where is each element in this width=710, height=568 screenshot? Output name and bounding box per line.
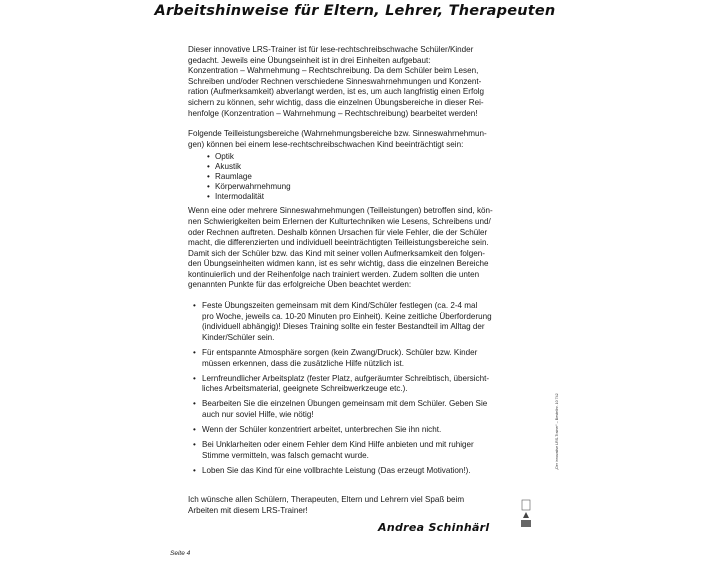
- explanation-line: Wenn eine oder mehrere Sinneswahrnehmungen (Teilleistungen) betroffen sind, kön-: [188, 206, 493, 216]
- tip-line: Bei Unklarheiten oder einem Fehler dem Kind Hilfe anbieten und mit ruhiger: [202, 440, 474, 450]
- perception-area-item: • Akustik: [215, 162, 518, 172]
- tip-line: Für entspannte Atmosphäre sorgen (kein Zwang/Druck). Schüler bzw. Kinder: [202, 347, 478, 357]
- intro-line: gedacht. Jeweils eine Übungseinheit ist in drei Einheiten aufgebaut:: [188, 55, 431, 65]
- tip-line: Bearbeiten Sie die einzelnen Übungen gemeinsam mit dem Schüler. Geben Sie: [202, 399, 488, 409]
- tip-line: Lernfreundlicher Arbeitsplatz (fester Platz, aufgeräumter Schreibtisch, übersicht-: [202, 373, 490, 383]
- tip-line: (individuell abhängig)! Dieses Training sollte ein fester Bestandteil im Alltag der: [202, 322, 485, 332]
- tip-line: müssen erkennen, dass die zusätzliche Hilfe nützlich ist.: [202, 358, 404, 368]
- tip-line: Loben Sie das Kind für eine vollbrachte Leistung (Das erzeugt Motivation!).: [202, 465, 471, 475]
- tip-line: Feste Übungszeiten gemeinsam mit dem Kind/Schüler festlegen (ca. 2-4 mal: [202, 301, 478, 311]
- publisher-logo-icon: [519, 498, 533, 530]
- intro-line: Dieser innovative LRS-Trainer ist für lese-rechtschreibschwache Schüler/Kinder: [188, 45, 474, 54]
- closing-paragraph: [188, 495, 518, 516]
- explanation-line: Damit sich der Schüler bzw. das Kind mit seiner vollen Aufmerksamkeit den folgen-: [188, 248, 485, 258]
- side-order-note: [555, 393, 563, 470]
- intro-line: Schreiben und/oder Rechnen verschiedene Sinneswahrnehmungen und Konzent-: [188, 76, 482, 86]
- tip-item: [202, 301, 518, 343]
- intro-paragraph: [188, 45, 518, 119]
- explanation-paragraph: [188, 206, 518, 291]
- perception-area-item: • Optik: [215, 152, 518, 162]
- tip-line: Kinder/Schüler sein.: [202, 332, 275, 342]
- perception-areas-list: [188, 152, 518, 201]
- tip-item: [202, 440, 518, 461]
- intro-line: sichern zu können, sehr wichtig, dass die einzelnen Übungsbereiche in dieser Rei-: [188, 97, 484, 107]
- document-body: [188, 45, 518, 517]
- author-signature: Andrea Schinhärl: [378, 521, 490, 534]
- page-title: Arbeitshinweise für Eltern, Lehrer, Therapeuten: [154, 3, 556, 19]
- closing-line: Ich wünsche allen Schülern, Therapeuten, Eltern und Lehrern viel Spaß beim: [188, 495, 465, 505]
- explanation-line: genannten Punkte für das erfolgreiche Üben beachtet werden:: [188, 280, 412, 290]
- tip-item: [202, 399, 518, 420]
- areas-intro-line: Folgende Teilleistungsbereiche (Wahrnehmungsbereiche bzw. Sinneswahrnehmun-: [188, 129, 487, 139]
- page-number: Seite 4: [170, 550, 191, 557]
- intro-line: Konzentration – Wahrnehmung – Rechtschreibung. Da dem Schüler beim Lesen,: [188, 66, 479, 76]
- closing-line: Arbeiten mit diesem LRS-Trainer!: [188, 505, 308, 515]
- tip-item: [202, 425, 518, 436]
- explanation-line: den Übungseinheiten widmen kann, ist es sehr wichtig, dass die einzelnen Bereiche: [188, 259, 489, 269]
- explanation-line: oder Rechnen auftreten. Deshalb können Ursachen für viele Fehler, die der Schüler: [188, 227, 488, 237]
- explanation-line: macht, die differenzierten und individuell beeinträchtigten Teilleistungsbereiche sein.: [188, 238, 489, 248]
- tip-line: Wenn der Schüler konzentriert arbeitet, unterbrechen Sie ihn nicht.: [202, 425, 442, 435]
- explanation-line: nen Schwierigkeiten beim Erlernen der Kulturtechniken wie Lesens, Schreibens und/: [188, 216, 491, 226]
- tip-item: [202, 348, 518, 369]
- tip-item: [202, 466, 518, 477]
- explanation-line: kontinuierlich und der Reihenfolge nach trainiert werden. Zudem sollten die unten: [188, 269, 480, 279]
- practice-tips-list: [188, 301, 518, 476]
- side-note-text: „Der innovative LRS-Trainer“ – Bestellnr. 10 742: [555, 393, 559, 470]
- intro-line: ration (Aufmerksamkeit) abverlangt werden, ist es, um auch langfristig einen Erfolg: [188, 87, 485, 97]
- tip-line: Stimme vermitteln, was falsch gemacht wurde.: [202, 450, 369, 460]
- tip-line: auch nur soviel Hilfe, wie nötig!: [202, 409, 314, 419]
- areas-intro-line: gen) können bei einem lese-rechtschreibschwachen Kind beeinträchtigt sein:: [188, 139, 464, 149]
- perception-area-item: • Intermodalität: [215, 192, 518, 202]
- perception-area-item: • Körperwahrnehmung: [215, 182, 518, 192]
- tip-item: [202, 374, 518, 395]
- tip-line: pro Woche, jeweils ca. 10-20 Minuten pro Einheit). Keine zeitliche Überforderung: [202, 311, 492, 321]
- perception-area-item: • Raumlage: [215, 172, 518, 182]
- tip-line: liches Arbeitsmaterial, geeignete Schreibwerkzeuge etc.).: [202, 384, 408, 394]
- areas-intro-paragraph: [188, 129, 518, 150]
- intro-line: henfolge (Konzentration – Wahrnehmung – Rechtschreibung) bearbeitet werden!: [188, 108, 478, 118]
